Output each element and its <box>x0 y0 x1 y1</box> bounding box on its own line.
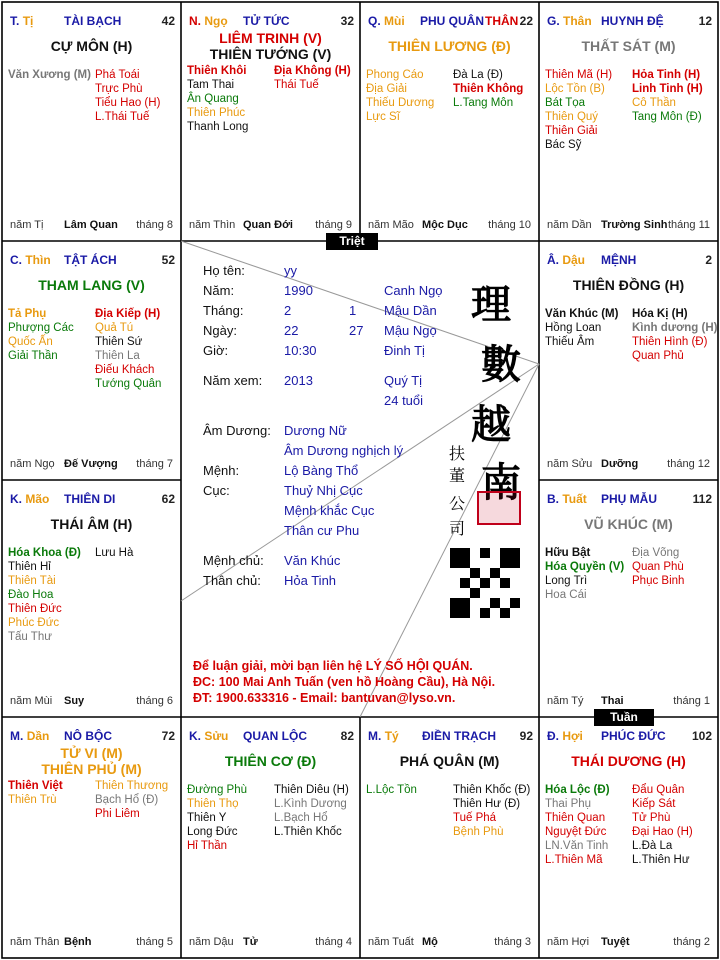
minor-star: Bác Sỹ <box>545 139 582 151</box>
main-star: PHÁ QUÂN (M) <box>399 753 500 769</box>
cell-month: tháng 12 <box>667 458 710 470</box>
minor-star: Thiếu Dương <box>366 97 435 109</box>
minor-star: Đẩu Quân <box>632 784 685 796</box>
than-cu-value: Thân cư Phu <box>284 523 360 538</box>
minor-star: Tam Thai <box>187 79 235 91</box>
minor-star: Thiên Hỉ <box>8 561 51 573</box>
branch-name: Ngọ <box>204 14 228 28</box>
minor-star: Hóa Quyền (V) <box>545 561 625 573</box>
palace-number: 72 <box>161 729 175 743</box>
minor-star: L.Thiên Hư <box>632 854 690 866</box>
main-star: LIÊM TRINH (V) <box>219 30 322 46</box>
palace-cell-tuat <box>539 480 718 717</box>
view-year-canchi: Quý Tị <box>384 373 423 388</box>
year-value: 1990 <box>284 283 313 298</box>
palace-cell-ngo <box>181 2 360 241</box>
minor-star: Quốc Ấn <box>8 336 53 348</box>
main-star: THIÊN ĐỒNG (H) <box>572 277 685 293</box>
minor-star: Phá Toái <box>95 69 140 81</box>
month-value: 2 <box>284 303 292 318</box>
minor-star: L.Thiên Khốc <box>274 826 342 838</box>
stem-prefix: M. <box>10 729 24 743</box>
stem-prefix: K. <box>189 729 201 743</box>
minor-star: Phục Binh <box>632 575 685 587</box>
cell-month: tháng 9 <box>315 219 352 231</box>
cell-month: tháng 3 <box>494 936 531 948</box>
palace-cell-mao <box>2 480 181 717</box>
cell-month: tháng 4 <box>315 936 352 948</box>
main-star: THẤT SÁT (M) <box>581 38 676 54</box>
branch-label <box>10 14 33 28</box>
branch-label <box>547 14 592 28</box>
year-canchi: Canh Ngọ <box>384 283 443 298</box>
center-info-panel <box>181 241 538 717</box>
minor-star: Phúc Đức <box>8 617 60 629</box>
minor-star: Thiên Phúc <box>187 107 246 119</box>
minor-star: Bệnh Phù <box>453 826 504 838</box>
minor-star: Tuế Phá <box>453 812 497 824</box>
cell-stage: Suy <box>64 695 85 707</box>
cell-year: năm Thân <box>10 936 60 948</box>
cell-year: năm Hợi <box>547 936 590 948</box>
minor-star: Thiên Khôi <box>187 65 247 77</box>
minor-star: Thiên Quý <box>545 111 599 123</box>
branch-label <box>189 14 228 28</box>
amduong-value: Dương Nữ <box>284 423 347 438</box>
minor-star: Giải Thần <box>8 350 58 362</box>
palace-name: PHỤ MẪU <box>601 492 657 506</box>
minor-star: Thiên Hư (Đ) <box>453 798 521 810</box>
minor-star: Thiên Quan <box>545 812 606 824</box>
than-chu-label: Thân chủ: <box>203 573 261 588</box>
main-star: VŨ KHÚC (M) <box>584 516 673 532</box>
main-star: THÁI DƯƠNG (H) <box>571 753 686 769</box>
month-lunar: 1 <box>349 303 357 318</box>
branch-name: Hợi <box>562 729 583 743</box>
minor-star: Lực Sĩ <box>366 111 400 123</box>
minor-star: Thiên Diêu (H) <box>274 784 349 796</box>
branch-name: Thân <box>563 14 592 28</box>
main-star: THIÊN PHỦ (M) <box>41 761 142 777</box>
branch-name: Mùi <box>384 14 405 28</box>
cell-stage: Mộ <box>422 936 438 948</box>
branch-name: Sửu <box>204 729 229 743</box>
minor-star: Kiếp Sát <box>632 798 676 810</box>
than-chu-value: Hỏa Tinh <box>284 573 337 588</box>
stem-prefix: B. <box>547 492 559 506</box>
cell-month: tháng 5 <box>136 936 173 948</box>
logo-side-char-4: 司 <box>449 519 466 538</box>
minor-star: Thiên La <box>95 350 140 362</box>
main-star: THÁI ÂM (H) <box>50 516 133 532</box>
branch-label <box>547 729 583 743</box>
minor-star: Tang Môn (Đ) <box>632 111 702 123</box>
minor-star: Hóa Kị (H) <box>632 308 688 320</box>
contact-line-3: ĐT: 1900.633316 - Email: bantuvan@lyso.vn. <box>193 691 456 705</box>
palace-name: TÀI BẠCH <box>64 14 122 28</box>
minor-star: Long Đức <box>187 826 238 838</box>
minor-star: Ân Quang <box>187 93 239 105</box>
minor-star: Hồng Loan <box>545 322 602 334</box>
cell-month: tháng 2 <box>673 936 710 948</box>
cuc-note: Mệnh khắc Cục <box>284 503 375 518</box>
name-value: yy <box>284 263 297 278</box>
stem-prefix: Q. <box>368 14 381 28</box>
palace-name: HUYNH ĐỆ <box>601 14 664 28</box>
month-label: Tháng: <box>203 303 244 318</box>
palace-name: THIÊN DI <box>64 492 116 506</box>
branch-name: Tuất <box>562 492 587 506</box>
minor-star: Lộc Tồn (B) <box>545 83 605 95</box>
logo-char-1: 理 <box>471 281 511 328</box>
stem-prefix: M. <box>368 729 382 743</box>
day-value: 22 <box>284 323 299 338</box>
hour-value: 10:30 <box>284 343 317 358</box>
cell-year: năm Thìn <box>189 219 236 231</box>
minor-star: Kình dương (H) <box>632 322 718 334</box>
age-value: 24 tuổi <box>384 393 424 408</box>
minor-star: Quả Tú <box>95 322 134 334</box>
cell-stage: Mộc Dục <box>422 219 468 231</box>
palace-number: 82 <box>340 729 354 743</box>
palace-cell-dan <box>2 717 181 958</box>
minor-star: L.Lộc Tồn <box>366 784 417 796</box>
minor-star: L.Tang Môn <box>453 97 514 109</box>
menh-chu-label: Mệnh chủ: <box>203 553 264 568</box>
minor-star: Thanh Long <box>187 121 249 133</box>
minor-star: Địa Võng <box>632 547 680 559</box>
year-label: Năm: <box>203 283 235 298</box>
palace-cell-ti <box>2 2 181 241</box>
cell-month: tháng 6 <box>136 695 173 707</box>
branch-name: Thìn <box>25 253 51 267</box>
minor-star: L.Đà La <box>632 840 673 852</box>
minor-star: Hóa Khoa (Đ) <box>8 547 81 559</box>
palace-name: MỆNH <box>601 253 637 267</box>
minor-star: Cô Thần <box>632 97 676 109</box>
name-label: Họ tên: <box>203 263 245 278</box>
stem-prefix: T. <box>10 14 20 28</box>
branch-name: Dậu <box>562 253 586 267</box>
minor-star: Bạch Hổ (Đ) <box>95 794 159 806</box>
main-star: THIÊN CƠ (Đ) <box>224 753 317 769</box>
minor-star: Phi Liêm <box>95 808 140 820</box>
minor-star: Long Trì <box>545 575 588 587</box>
view-year-value: 2013 <box>284 373 313 388</box>
minor-star: Thiên Tài <box>8 575 56 587</box>
minor-star: LN.Văn Tinh <box>545 840 609 852</box>
minor-star: Điếu Khách <box>95 364 155 376</box>
minor-star: Tả Phụ <box>8 308 47 320</box>
contact-line-1: Để luận giải, mời bạn liên hệ LÝ SỐ HỘI QUÁN. <box>193 659 473 673</box>
cell-month: tháng 8 <box>136 219 173 231</box>
minor-star: Địa Giải <box>366 83 407 95</box>
cell-month: tháng 11 <box>667 219 710 231</box>
logo-char-3: 越 <box>471 401 511 448</box>
stem-prefix: Â. <box>547 253 559 267</box>
branch-name: Dần <box>26 729 50 743</box>
minor-star: L.Kình Dương <box>274 798 347 810</box>
menh-value: Lộ Bàng Thổ <box>284 463 359 478</box>
cell-year: năm Tuất <box>368 936 414 948</box>
palace-name: ĐIỀN TRẠCH <box>422 729 496 743</box>
cell-stage: Tuyệt <box>601 936 630 948</box>
palace-number: 12 <box>698 14 712 28</box>
cell-stage: Lâm Quan <box>64 219 118 231</box>
minor-star: Linh Tinh (H) <box>632 83 703 95</box>
palace-name: PHÚC ĐỨC <box>601 729 666 743</box>
logo-side-char-2: 董 <box>449 466 466 485</box>
minor-star: Văn Xương (M) <box>8 69 91 81</box>
branch-label <box>547 253 585 267</box>
palace-cell-thin <box>2 241 181 480</box>
minor-star: Hữu Bật <box>545 547 591 559</box>
minor-star: Hỏa Tinh (H) <box>632 69 701 81</box>
minor-star: Địa Kiếp (H) <box>95 308 161 320</box>
minor-star: Lưu Hà <box>95 547 134 559</box>
palace-number: 32 <box>340 14 354 28</box>
logo-char-2: 數 <box>481 341 521 388</box>
logo-side-char-3: 公 <box>449 494 466 513</box>
logo-char-4: 南 <box>481 459 521 506</box>
cell-year: năm Tý <box>547 695 584 707</box>
main-star: THAM LANG (V) <box>38 277 145 293</box>
palace-number: 2 <box>705 253 712 267</box>
cell-month: tháng 7 <box>136 458 173 470</box>
minor-star: Tướng Quân <box>95 378 162 390</box>
palace-cell-ty <box>360 717 539 958</box>
tuan-tag: Tuần <box>594 709 654 726</box>
minor-star: Đường Phù <box>187 784 247 796</box>
palace-name: NÔ BỘC <box>64 729 112 743</box>
minor-star: L.Thiên Mã <box>545 854 603 866</box>
minor-star: Thiên Việt <box>8 780 63 792</box>
branch-name: Tị <box>22 14 34 28</box>
minor-star: Thiên Hình (Đ) <box>632 336 708 348</box>
minor-star: Thiên Mã (H) <box>545 69 613 81</box>
minor-star: Tấu Thư <box>8 631 52 643</box>
logo-side-char-1: 扶 <box>449 444 466 463</box>
menh-chu-value: Văn Khúc <box>284 553 341 568</box>
palace-number: 112 <box>692 492 712 506</box>
day-lunar: 27 <box>349 323 364 338</box>
minor-star: Thiên Trù <box>8 794 57 806</box>
amduong-label: Âm Dương: <box>203 423 271 438</box>
stem-prefix: Đ. <box>547 729 559 743</box>
main-star: CỰ MÔN (H) <box>50 38 133 54</box>
minor-star: Thiên Thọ <box>187 798 239 810</box>
stem-prefix: N. <box>189 14 201 28</box>
than-marker: THÂN <box>485 14 519 28</box>
minor-star: Đào Hoa <box>8 589 54 601</box>
palace-number: 52 <box>161 253 175 267</box>
cell-stage: Tử <box>243 936 258 948</box>
minor-star: Trực Phù <box>95 83 143 95</box>
palace-name: TẬT ÁCH <box>64 253 117 267</box>
minor-star: Thái Tuế <box>274 79 319 91</box>
palace-number: 42 <box>161 14 175 28</box>
palace-cell-suu <box>181 717 360 958</box>
minor-star: Hoa Cái <box>545 589 587 601</box>
minor-star: Bát Tọa <box>545 97 586 109</box>
cell-stage: Đế Vượng <box>64 458 118 470</box>
cell-stage: Trường Sinh <box>601 219 668 231</box>
stem-prefix: C. <box>10 253 22 267</box>
minor-star: Phong Cáo <box>366 69 424 81</box>
branch-label <box>368 729 399 743</box>
branch-label <box>10 492 49 506</box>
palace-cell-mui <box>360 2 539 241</box>
palace-number: 62 <box>161 492 175 506</box>
cell-year: năm Ngọ <box>10 458 55 470</box>
minor-star: L.Thái Tuế <box>95 111 150 123</box>
menh-label: Mệnh: <box>203 463 240 478</box>
qr-code-icon <box>450 548 520 618</box>
minor-star: Nguyệt Đức <box>545 826 607 838</box>
minor-star: L.Bạch Hổ <box>274 812 328 824</box>
minor-star: Hóa Lộc (Đ) <box>545 784 610 796</box>
palace-number: 102 <box>691 729 712 743</box>
branch-name: Mão <box>25 492 50 506</box>
minor-star: Thiên Giải <box>545 125 598 137</box>
cell-year: năm Dần <box>547 219 592 231</box>
cell-month: tháng 10 <box>488 219 531 231</box>
minor-star: Thiên Khốc (Đ) <box>453 784 531 796</box>
minor-star: Địa Không (H) <box>274 65 351 77</box>
branch-label <box>368 14 405 28</box>
minor-star: Tử Phù <box>632 812 671 824</box>
stem-prefix: K. <box>10 492 22 506</box>
palace-cell-hoi <box>539 717 718 958</box>
minor-star: Văn Khúc (M) <box>545 308 619 320</box>
branch-label <box>10 729 49 743</box>
minor-star: Quan Phủ <box>632 350 684 362</box>
minor-star: Hỉ Thần <box>187 840 228 852</box>
palace-cell-than <box>539 2 718 241</box>
main-star: TỬ VI (M) <box>60 745 123 761</box>
cell-year: năm Sửu <box>547 458 593 470</box>
cell-stage: Dưỡng <box>601 458 639 470</box>
minor-star: Thiên Đức <box>8 603 62 615</box>
cuc-value: Thuỷ Nhị Cục <box>284 483 363 498</box>
branch-name: Tý <box>384 729 399 743</box>
minor-star: Thiên Không <box>453 83 524 95</box>
minor-star: Quan Phù <box>632 561 684 573</box>
hour-canchi: Đinh Tị <box>384 343 425 358</box>
branch-label <box>10 253 51 267</box>
cell-stage: Bệnh <box>64 936 92 948</box>
palace-name: TỬ TỨC <box>243 14 290 28</box>
minor-star: Thai Phụ <box>545 798 592 810</box>
minor-star: Thiên Y <box>187 812 227 824</box>
branch-label <box>189 729 228 743</box>
cell-year: năm Mùi <box>10 695 53 707</box>
red-seal-stamp <box>477 491 521 525</box>
view-year-label: Năm xem: <box>203 373 263 388</box>
palace-name: QUAN LỘC <box>243 729 307 743</box>
palace-name: PHU QUÂN <box>420 14 485 28</box>
palace-cell-dau <box>539 241 718 480</box>
day-label: Ngày: <box>203 323 237 338</box>
day-canchi: Mậu Ngọ <box>384 323 437 338</box>
hour-label: Giờ: <box>203 343 229 358</box>
triet-tag: Triệt <box>326 233 378 250</box>
palace-number: 92 <box>519 729 533 743</box>
minor-star: Thiếu Âm <box>545 336 595 348</box>
minor-star: Đà La (Đ) <box>453 69 503 81</box>
cell-month: tháng 1 <box>673 695 710 707</box>
minor-star: Thiên Thương <box>95 780 169 792</box>
cell-year: năm Tị <box>10 219 44 231</box>
month-canchi: Mậu Dần <box>384 303 437 318</box>
stem-prefix: G. <box>547 14 560 28</box>
main-star: THIÊN LƯƠNG (Đ) <box>388 38 511 54</box>
minor-star: Thiên Sứ <box>95 336 143 348</box>
cell-stage: Thai <box>601 695 624 707</box>
contact-line-2: ĐC: 100 Mai Anh Tuấn (ven hồ Hoàng Cầu), Hà Nội. <box>193 675 496 689</box>
minor-star: Tiểu Hao (H) <box>95 97 161 109</box>
palace-number: 22 <box>519 14 533 28</box>
cuc-label: Cục: <box>203 483 230 498</box>
cell-stage: Quan Đới <box>243 219 293 231</box>
cell-year: năm Mão <box>368 219 414 231</box>
cell-year: năm Dậu <box>189 936 234 948</box>
amduong-note: Âm Dương nghịch lý <box>284 443 404 458</box>
main-star: THIÊN TƯỚNG (V) <box>209 46 332 62</box>
minor-star: Đại Hao (H) <box>632 826 693 838</box>
minor-star: Phượng Các <box>8 322 74 334</box>
branch-label <box>547 492 587 506</box>
